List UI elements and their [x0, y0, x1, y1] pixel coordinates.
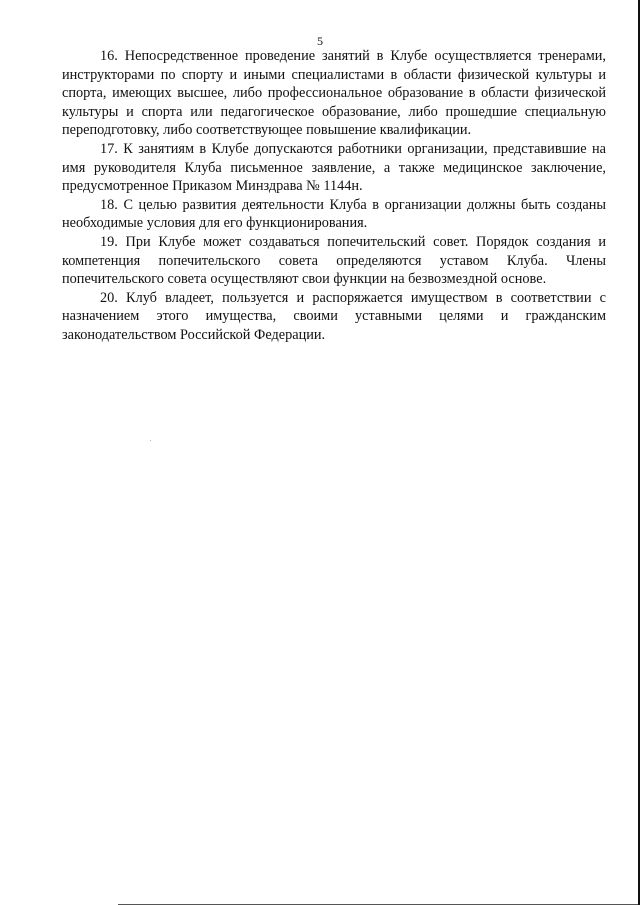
document-body	[62, 47, 606, 345]
paragraph-18: 18. С целью развития деятельности Клуба в организации должны быть созданы необходимые условия для его функционирования.	[62, 196, 606, 232]
paragraph-19: 19. При Клубе может создаваться попечительский совет. Порядок создания и компетенция попечительского совета определяются уставом Клуба. Члены попечительского совета осуществляют свои функции на безвозмездной основе.	[62, 233, 606, 288]
scan-speck	[150, 440, 151, 441]
paragraph-16: 16. Непосредственное проведение занятий в Клубе осуществляется тренерами, инструкторами по спорту и иными специалистами в области физической культуры и спорта, имеющих высшее, либо профессиональное образование в области физической культуры и спорта или педагогическое образование, либо прошедшие специальную переподготовку, либо соответствующее повышение квалификации.	[62, 48, 606, 139]
paragraph-17: 17. К занятиям в Клубе допускаются работники организации, представившие на имя руководителя Клуба письменное заявление, а также медицинское заключение, предусмотренное Приказом Минздрава № 1144н.	[62, 140, 606, 195]
paragraph-20: 20. Клуб владеет, пользуется и распоряжается имуществом в соответствии с назначением этого имущества, своими уставными целями и гражданским законодательством Российской Федерации.	[62, 289, 606, 343]
page-number: 5	[317, 34, 323, 48]
